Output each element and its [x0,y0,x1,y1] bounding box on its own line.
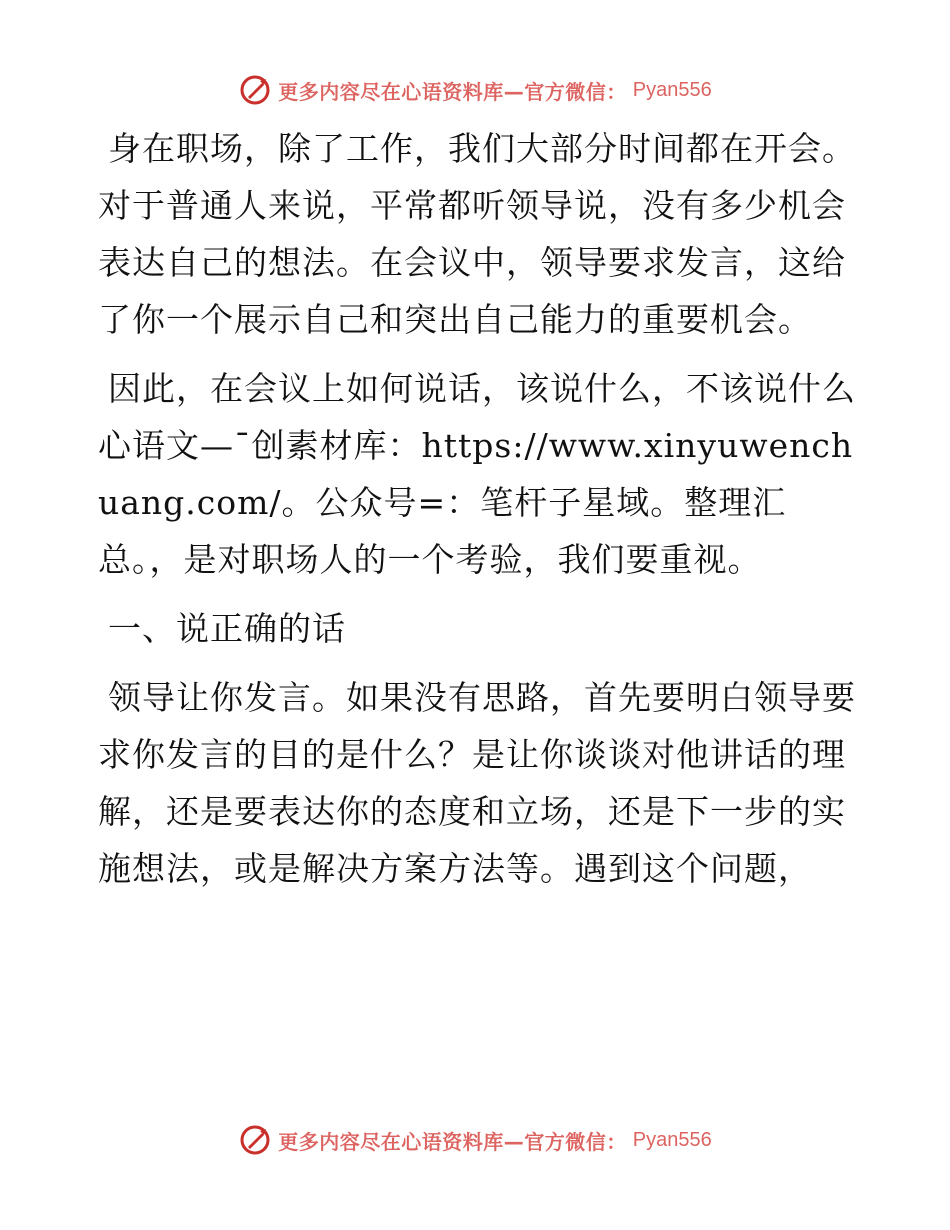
quill-logo-icon [238,1123,272,1157]
quill-logo-icon [238,73,272,107]
watermark-text: 更多内容尽在心语资料库—官方微信： [278,1129,627,1154]
paragraph-3: 领导让你发言。如果没有思路，首先要明白领导要求你发言的目的是什么？是让你谈谈对他讲话的理解，还是要表达你的态度和立场，还是下一步的实施想法，或是解决方案方法等。遇到这个问题， [98,678,856,888]
section-heading: 一、说正确的话 [108,609,346,648]
paragraph-1: 身在职场，除了工作，我们大部分时间都在开会。对于普通人来说，平常都听领导说，没有多少机会表达自己的想法。在会议中，领导要求发言，这给了你一个展示自己和突出自己能力的重要机会。 [98,129,856,339]
watermark-id: Pyan556 [632,1128,712,1151]
watermark-id: Pyan556 [632,78,712,101]
paragraph-2: 因此，在会议上如何说话，该说什么，不该说什么心语文—¯创素材库：https://www.xinyuwenchuang.com/。公众号=：笔杆子星域。整理汇总。，是对职场人的一个考验，我们要重视。 [98,369,856,579]
header-watermark [0,70,950,110]
document-body [98,120,858,909]
watermark-text: 更多内容尽在心语资料库—官方微信： [278,79,627,104]
footer-watermark [0,1120,950,1160]
